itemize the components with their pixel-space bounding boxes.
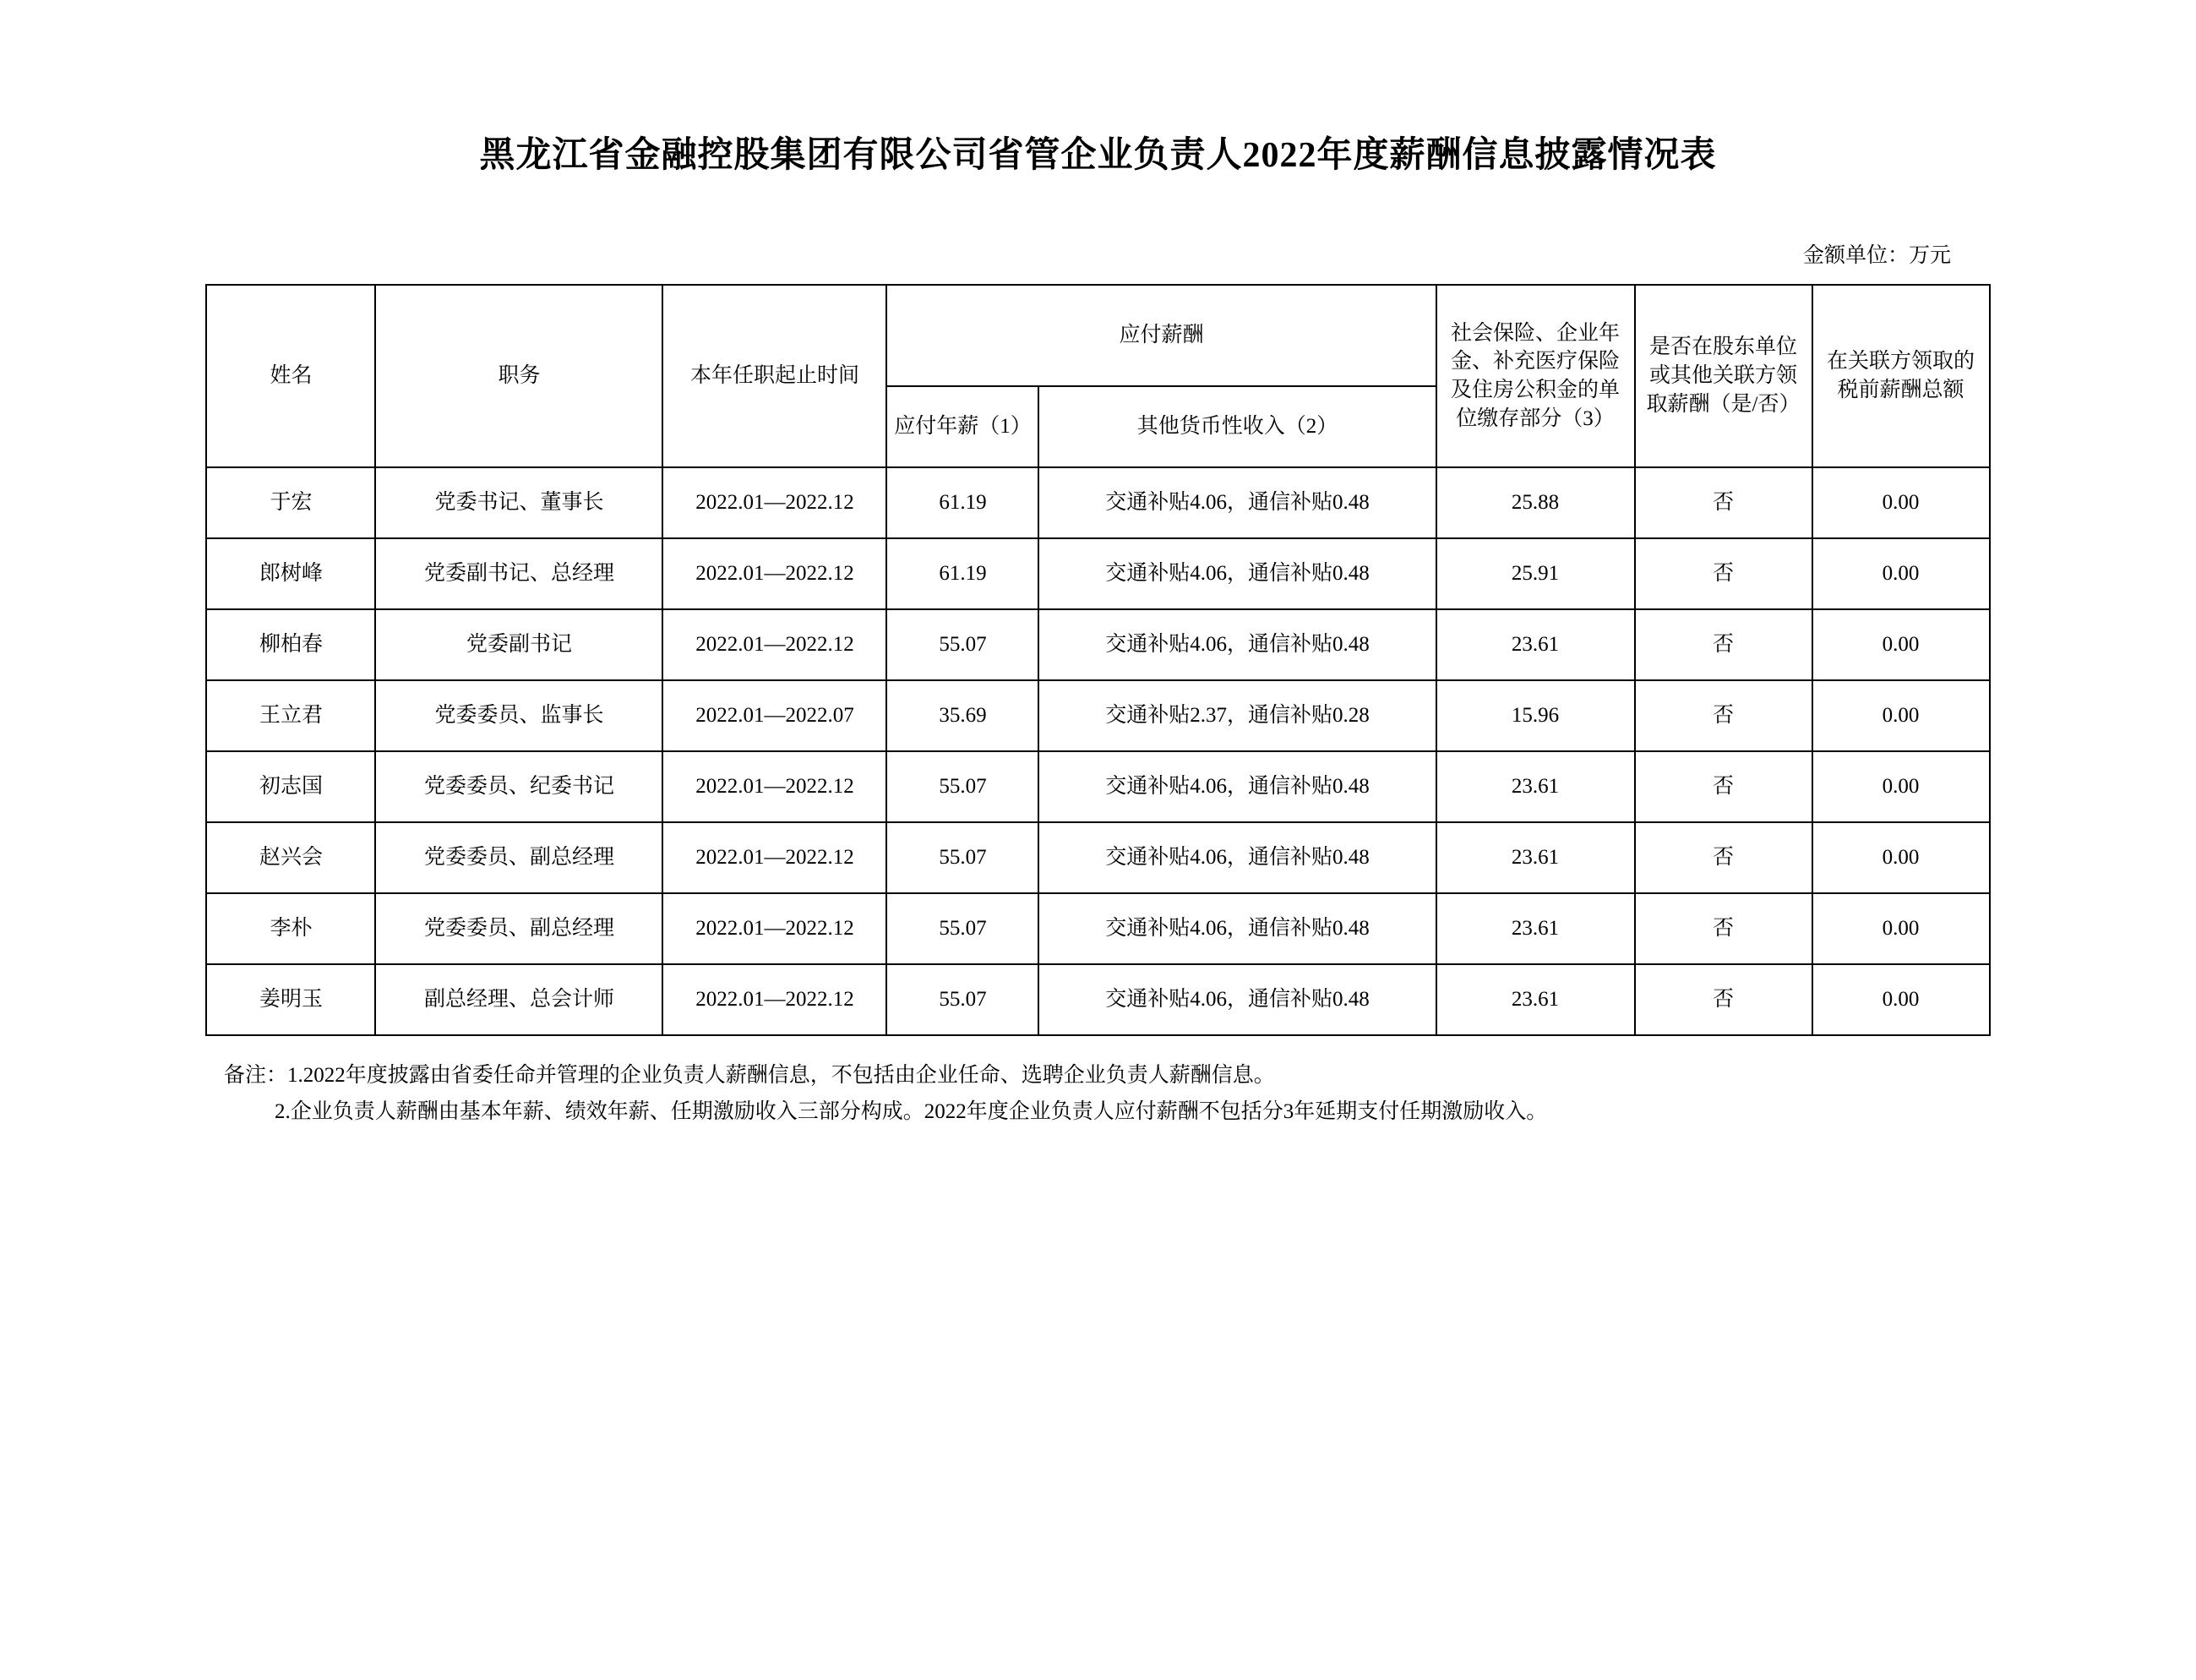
cell-is-receive: 否	[1635, 609, 1812, 680]
header-position: 职务	[375, 285, 662, 467]
footnotes	[0, 1058, 2196, 1130]
cell-social: 23.61	[1436, 893, 1635, 964]
header-payable-annual: 应付年薪（1）	[886, 386, 1038, 467]
document-page	[0, 127, 2196, 1680]
cell-name: 赵兴会	[206, 822, 375, 893]
cell-related-total: 0.00	[1812, 964, 1990, 1035]
cell-payable-annual: 35.69	[886, 680, 1038, 751]
cell-is-receive: 否	[1635, 538, 1812, 609]
table-row	[206, 893, 1989, 964]
cell-other-income: 交通补贴4.06，通信补贴0.48	[1038, 893, 1436, 964]
table-row	[206, 680, 1989, 751]
compensation-disclosure-table	[205, 284, 1990, 1036]
cell-other-income: 交通补贴4.06，通信补贴0.48	[1038, 822, 1436, 893]
table-row	[206, 964, 1989, 1035]
cell-social: 23.61	[1436, 751, 1635, 822]
cell-social: 25.88	[1436, 467, 1635, 538]
cell-name: 郎树峰	[206, 538, 375, 609]
cell-payable-annual: 55.07	[886, 609, 1038, 680]
cell-payable-annual: 55.07	[886, 964, 1038, 1035]
cell-period: 2022.01—2022.12	[662, 538, 886, 609]
cell-is-receive: 否	[1635, 680, 1812, 751]
cell-payable-annual: 55.07	[886, 822, 1038, 893]
cell-related-total: 0.00	[1812, 751, 1990, 822]
cell-period: 2022.01—2022.12	[662, 467, 886, 538]
table-header-row-1	[206, 285, 1989, 386]
cell-other-income: 交通补贴4.06，通信补贴0.48	[1038, 751, 1436, 822]
cell-period: 2022.01—2022.12	[662, 964, 886, 1035]
cell-other-income: 交通补贴2.37，通信补贴0.28	[1038, 680, 1436, 751]
cell-social: 23.61	[1436, 822, 1635, 893]
amount-unit-note: 金额单位：万元	[1802, 244, 1951, 267]
cell-is-receive: 否	[1635, 893, 1812, 964]
cell-related-total: 0.00	[1812, 467, 1990, 538]
cell-related-total: 0.00	[1812, 893, 1990, 964]
cell-name: 王立君	[206, 680, 375, 751]
cell-social: 23.61	[1436, 964, 1635, 1035]
header-is-receive-from-related: 是否在股东单位或其他关联方领取薪酬（是/否）	[1635, 285, 1812, 467]
cell-is-receive: 否	[1635, 467, 1812, 538]
footnote-2: 2.企业负责人薪酬由基本年薪、绩效年薪、任期激励收入三部分构成。2022年度企业负责人应付薪酬不包括分3年延期支付任期激励收入。	[275, 1099, 1548, 1123]
cell-related-total: 0.00	[1812, 680, 1990, 751]
cell-social: 15.96	[1436, 680, 1635, 751]
header-related-party-total: 在关联方领取的税前薪酬总额	[1812, 285, 1990, 467]
cell-other-income: 交通补贴4.06，通信补贴0.48	[1038, 609, 1436, 680]
page-title: 黑龙江省金融控股集团有限公司省管企业负责人2022年度薪酬信息披露情况表	[479, 136, 1717, 175]
header-other-monetary-income: 其他货币性收入（2）	[1038, 386, 1436, 467]
cell-position: 党委委员、副总经理	[375, 893, 662, 964]
cell-is-receive: 否	[1635, 751, 1812, 822]
cell-position: 副总经理、总会计师	[375, 964, 662, 1035]
cell-name: 柳柏春	[206, 609, 375, 680]
header-social-insurance: 社会保险、企业年金、补充医疗保险及住房公积金的单位缴存部分（3）	[1436, 285, 1635, 467]
cell-position: 党委委员、纪委书记	[375, 751, 662, 822]
cell-position: 党委副书记	[375, 609, 662, 680]
cell-payable-annual: 61.19	[886, 538, 1038, 609]
cell-payable-annual: 55.07	[886, 893, 1038, 964]
cell-payable-annual: 61.19	[886, 467, 1038, 538]
table-body	[206, 467, 1989, 1035]
cell-other-income: 交通补贴4.06，通信补贴0.48	[1038, 467, 1436, 538]
cell-related-total: 0.00	[1812, 609, 1990, 680]
cell-is-receive: 否	[1635, 964, 1812, 1035]
header-name: 姓名	[206, 285, 375, 467]
cell-is-receive: 否	[1635, 822, 1812, 893]
cell-name: 初志国	[206, 751, 375, 822]
cell-position: 党委委员、副总经理	[375, 822, 662, 893]
cell-other-income: 交通补贴4.06，通信补贴0.48	[1038, 538, 1436, 609]
cell-name: 姜明玉	[206, 964, 375, 1035]
cell-period: 2022.01—2022.12	[662, 893, 886, 964]
cell-related-total: 0.00	[1812, 822, 1990, 893]
cell-social: 25.91	[1436, 538, 1635, 609]
footnote-1: 备注：1.2022年度披露由省委任命并管理的企业负责人薪酬信息，不包括由企业任命、选聘企业负责人薪酬信息。	[224, 1064, 1275, 1087]
header-payable-group: 应付薪酬	[886, 285, 1436, 386]
cell-name: 于宏	[206, 467, 375, 538]
cell-social: 23.61	[1436, 609, 1635, 680]
cell-period: 2022.01—2022.07	[662, 680, 886, 751]
table-row	[206, 751, 1989, 822]
cell-name: 李朴	[206, 893, 375, 964]
cell-position: 党委委员、监事长	[375, 680, 662, 751]
cell-other-income: 交通补贴4.06，通信补贴0.48	[1038, 964, 1436, 1035]
cell-related-total: 0.00	[1812, 538, 1990, 609]
cell-position: 党委书记、董事长	[375, 467, 662, 538]
table-row	[206, 609, 1989, 680]
cell-payable-annual: 55.07	[886, 751, 1038, 822]
cell-period: 2022.01—2022.12	[662, 822, 886, 893]
cell-period: 2022.01—2022.12	[662, 609, 886, 680]
table-row	[206, 822, 1989, 893]
cell-position: 党委副书记、总经理	[375, 538, 662, 609]
table-row	[206, 467, 1989, 538]
header-period: 本年任职起止时间	[662, 285, 886, 467]
table-row	[206, 538, 1989, 609]
cell-period: 2022.01—2022.12	[662, 751, 886, 822]
